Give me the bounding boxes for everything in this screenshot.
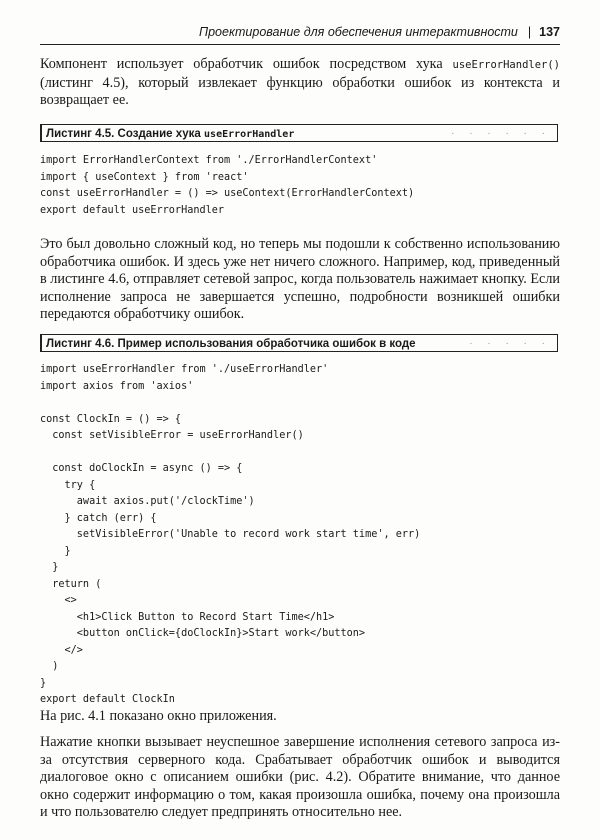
listing-4-5-title: Листинг 4.5. Создание хука useErrorHandler · · · · · · bbox=[40, 124, 558, 142]
code-line: const useErrorHandler = () => useContext(ErrorHandlerContext) bbox=[40, 188, 415, 199]
code-line: } catch (err) { bbox=[40, 512, 157, 524]
code-line: } bbox=[40, 562, 59, 573]
code-line: const setVisibleError = useErrorHandler() bbox=[40, 430, 304, 441]
code-line: import useErrorHandler from './useErrorHandler' bbox=[40, 364, 329, 375]
code-line: const doClockIn = async () => { bbox=[40, 463, 243, 474]
code-line: import ErrorHandlerContext from './ErrorHandlerContext' bbox=[40, 155, 378, 166]
code-line bbox=[40, 395, 560, 412]
code-line: ) bbox=[40, 661, 59, 672]
listing-4-6-code bbox=[40, 362, 560, 709]
page-number: 137 bbox=[539, 25, 560, 39]
paragraph-4: Нажатие кнопки вызывает неуспешное завершение исполнения сетевого запроса из-за отсутствия серверного кода. Срабатывает обработчик ошибок и выводится диалоговое окно с описанием ошибки (рис. 4.2). Обратите внимание, что данное окно содержит информацию о том, какая произошла ошибка, почему она произошла и что пользователю следует предпринять относительно нее. bbox=[40, 734, 560, 820]
decorative-dots: · · · · · bbox=[469, 338, 551, 349]
decorative-dots: · · · · · · bbox=[451, 128, 551, 139]
code-line: <button onClick={doClockIn}>Start work</button> bbox=[40, 628, 366, 639]
code-line: <> bbox=[40, 595, 77, 606]
running-header bbox=[40, 22, 560, 45]
code-line bbox=[40, 445, 560, 462]
code-line: } bbox=[40, 545, 71, 557]
listing-4-6-title: Листинг 4.6. Пример использования обработчика ошибок в коде · · · · · bbox=[40, 334, 558, 352]
paragraph-2: Это был довольно сложный код, но теперь мы подошли к собственно использованию обработчика ошибок. И здесь уже нет ничего сложного. Например, код, приведенный в листинге 4.6, отправляет сетевой запрос, когда пользователь нажимает кнопку. Если исполнение запроса не завершается успешно, подробности возникшей ошибки передаются обработчику ошибок. bbox=[40, 236, 560, 322]
code-line: return ( bbox=[40, 578, 102, 590]
intro-paragraph: Компонент использует обработчик ошибок посредством хука useErrorHandler() (листинг 4.5), который извлекает функцию обработки ошибок из контекста и возвращает ее. bbox=[40, 56, 560, 108]
code-line: await axios.put('/clockTime') bbox=[40, 496, 255, 507]
paragraph-3: На рис. 4.1 показано окно приложения. bbox=[40, 708, 277, 724]
listing-4-5-code bbox=[40, 153, 560, 219]
code-line: const ClockIn = () => { bbox=[40, 413, 182, 425]
header-title: Проектирование для обеспечения интерактивности bbox=[199, 25, 518, 39]
inline-code: useErrorHandler() bbox=[452, 59, 560, 71]
code-line: <h1>Click Button to Record Start Time</h1> bbox=[40, 611, 335, 623]
code-line: setVisibleError('Unable to record work start time', err) bbox=[40, 529, 421, 540]
code-line: try { bbox=[40, 479, 96, 491]
code-line: } bbox=[40, 677, 47, 689]
code-line: import { useContext } from 'react' bbox=[40, 171, 249, 183]
header-separator: | bbox=[527, 25, 532, 39]
code-line: export default useErrorHandler bbox=[40, 204, 225, 216]
code-line: import axios from 'axios' bbox=[40, 380, 194, 392]
code-line: export default ClockIn bbox=[40, 694, 175, 705]
code-line: </> bbox=[40, 644, 83, 656]
